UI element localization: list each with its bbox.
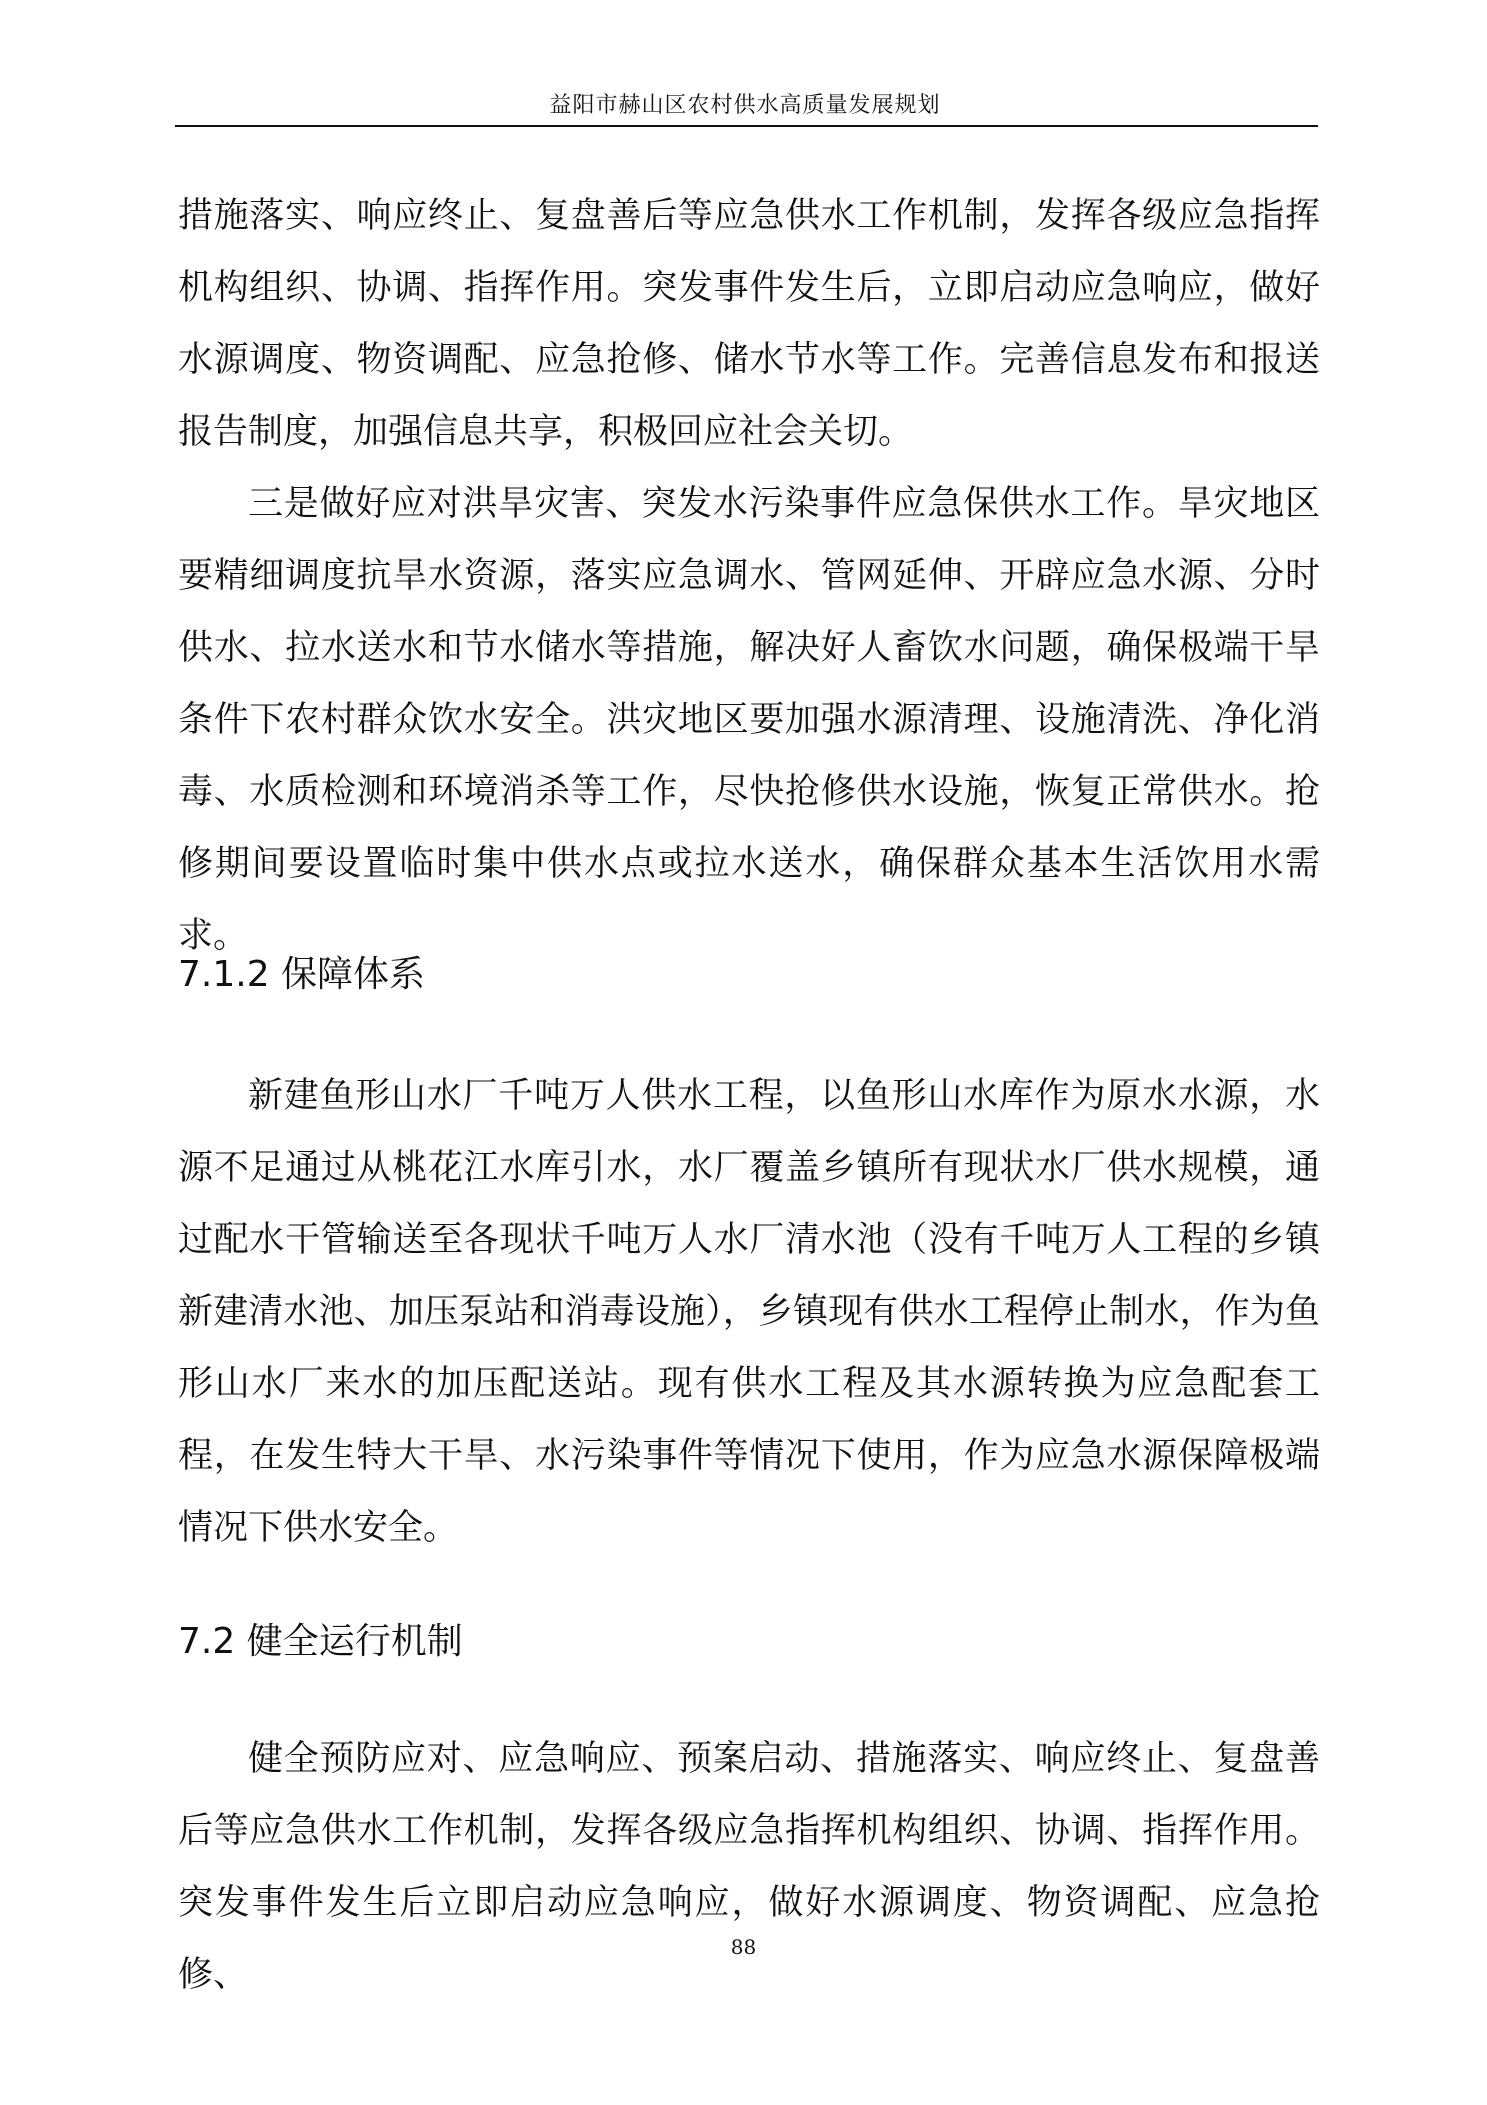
section-heading-7-1-2: 7.1.2 保障体系 <box>178 954 426 995</box>
paragraph-item-three: 三是做好应对洪旱灾害、突发水污染事件应急保供水工作。旱灾地区要精细调度抗旱水资源，落实应急调水、管网延伸、开辟应急水源、分时供水、拉水送水和节水储水等措施，解决好人畜饮水问题，确保极端干旱条件下农村群众饮水安全。洪灾地区要加强水源清理、设施清洗、净化消毒、水质检测和环境消杀等工作，尽快抢修供水设施，恢复正常供水。抢修期间要设置临时集中供水点或拉水送水，确保群众基本生活饮用水需求。 <box>178 484 1320 956</box>
running-header: 益阳市赫山区农村供水高质量发展规划 <box>549 93 941 118</box>
paragraph-continuation: 措施落实、响应终止、复盘善后等应急供水工作机制，发挥各级应急指挥机构组织、协调、指挥作用。突发事件发生后，立即启动应急响应，做好水源调度、物资调配、应急抢修、储水节水等工作。完善信息发布和报送报告制度，加强信息共享，积极回应社会关切。 <box>178 196 1320 452</box>
header-divider <box>175 125 1318 127</box>
section-heading-7-2: 7.2 健全运行机制 <box>178 1621 463 1662</box>
paragraph-operation-mechanism: 健全预防应对、应急响应、预案启动、措施落实、响应终止、复盘善后等应急供水工作机制，发挥各级应急指挥机构组织、协调、指挥作用。突发事件发生后立即启动应急响应，做好水源调度、物资调配、应急抢修、 <box>178 1739 1320 1995</box>
paragraph-guarantee-system: 新建鱼形山水厂千吨万人供水工程，以鱼形山水库作为原水水源，水源不足通过从桃花江水库引水，水厂覆盖乡镇所有现状水厂供水规模，通过配水干管输送至各现状千吨万人水厂清水池（没有千吨万人工程的乡镇新建清水池、加压泵站和消毒设施），乡镇现有供水工程停止制水，作为鱼形山水厂来水的加压配送站。现有供水工程及其水源转换为应急配套工程，在发生特大干旱、水污染事件等情况下使用，作为应急水源保障极端情况下供水安全。 <box>178 1076 1320 1548</box>
page-number: 88 <box>730 1935 757 1959</box>
